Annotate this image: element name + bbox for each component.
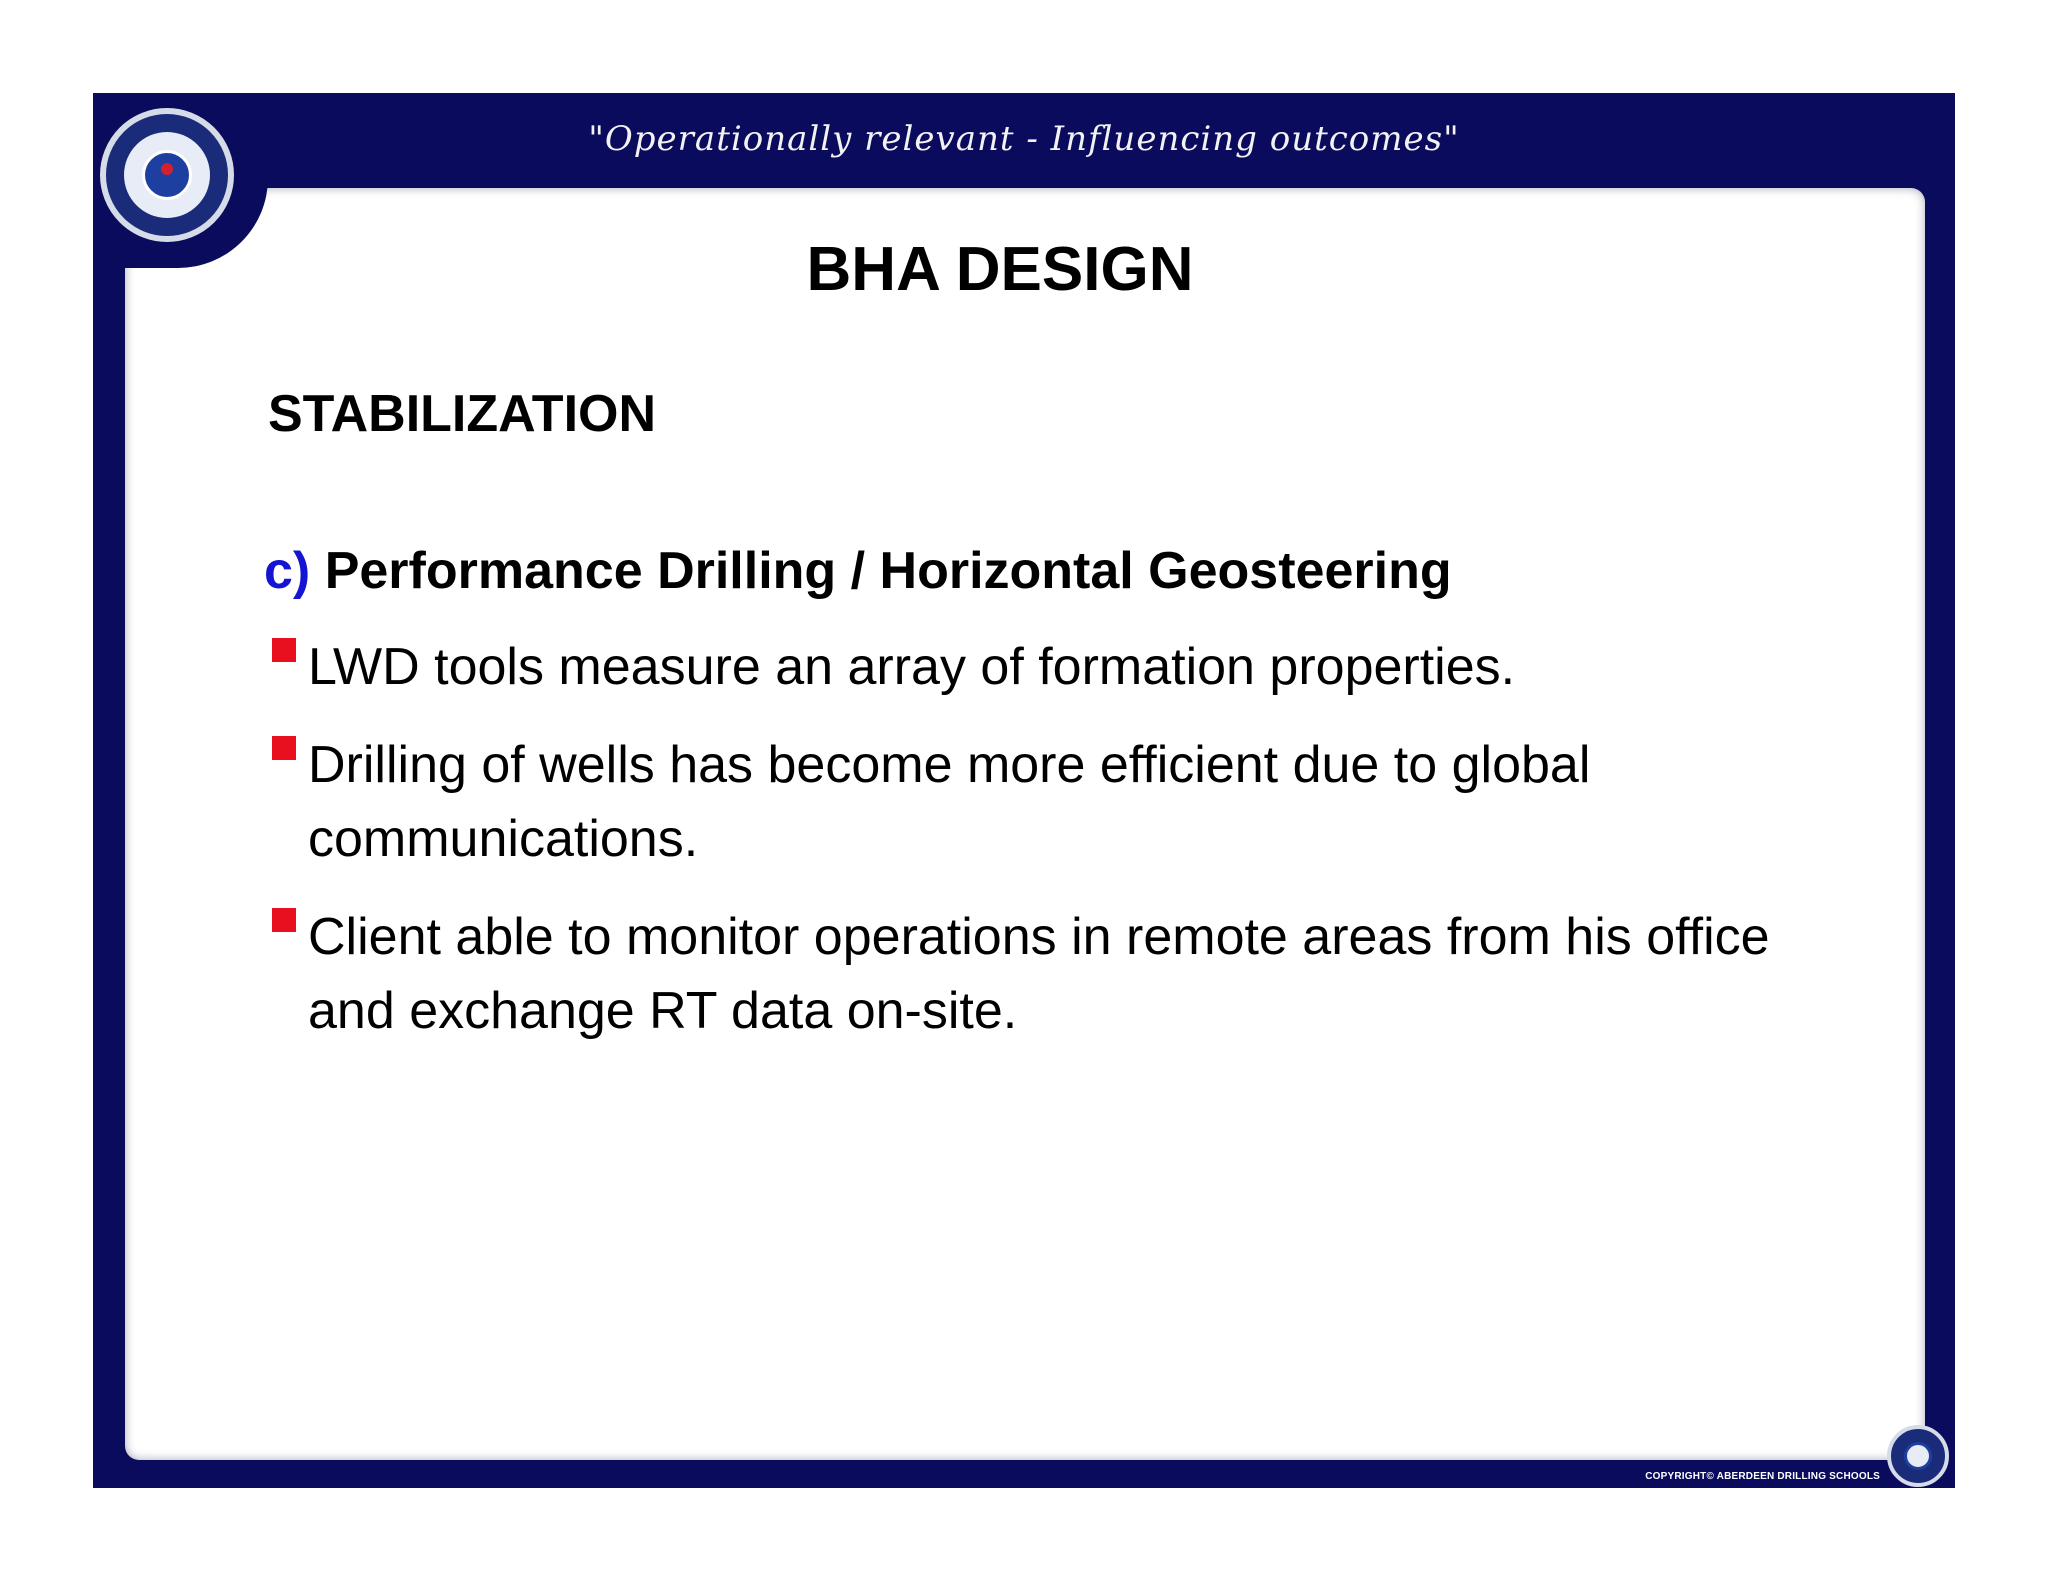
bullet-text: LWD tools measure an array of formation properties. (308, 638, 1516, 696)
footer-logo-emblem-icon (1904, 1442, 1932, 1470)
logo-ring (124, 132, 210, 218)
bullet-square-icon (272, 638, 296, 662)
subheading-text: Performance Drilling / Horizontal Geosteering (324, 542, 1452, 600)
bullet-square-icon (272, 908, 296, 932)
section-heading: STABILIZATION (268, 385, 657, 443)
school-logo-icon (100, 108, 234, 242)
bullet-list (272, 630, 1852, 1072)
bullet-square-icon (272, 736, 296, 760)
bullet-item (272, 728, 1852, 876)
bullet-item (272, 900, 1852, 1048)
header-tagline: "Operationally relevant - Influencing outcomes" (588, 119, 1460, 159)
bullet-item (272, 630, 1852, 704)
footer-logo-icon (1887, 1425, 1949, 1487)
slide-title: BHA DESIGN (806, 235, 1194, 304)
bullet-text: Drilling of wells has become more efficient due to global communications. (308, 736, 1591, 868)
subheading-marker: c) (264, 542, 311, 600)
copyright-text: COPYRIGHT© ABERDEEN DRILLING SCHOOLS (1645, 1471, 1880, 1482)
logo-emblem-icon (142, 150, 192, 200)
subheading (264, 541, 1452, 601)
bullet-text: Client able to monitor operations in remote areas from his office and exchange RT data on-site. (308, 908, 1770, 1040)
